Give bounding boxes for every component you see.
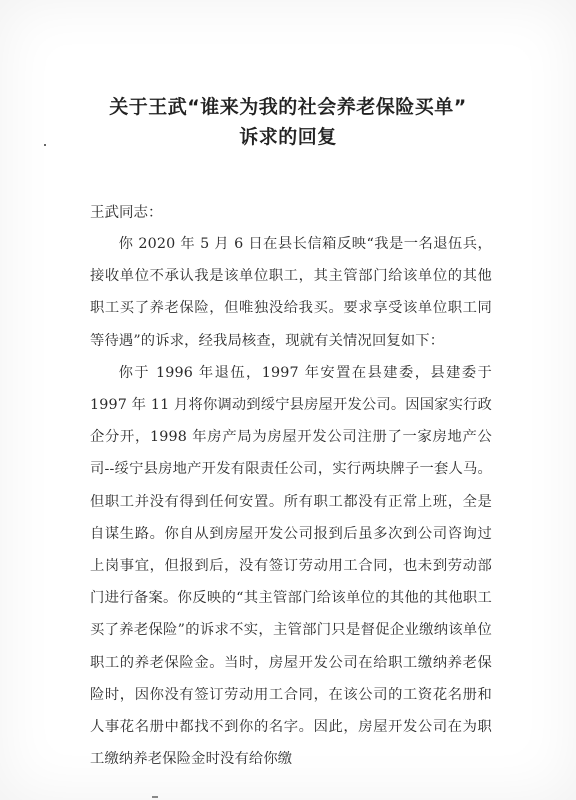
paragraph-1: 你 2020 年 5 月 6 日在县长信箱反映“我是一名退伍兵，接收单位不承认我是该单位职工，其主管部门给该单位的其他职工买了养老保险，但唯独没给我买。要求享受该单位职工同等待遇”的诉求，经我局核查，现就有关情况回复如下： bbox=[90, 236, 492, 349]
scan-speck bbox=[152, 796, 158, 798]
salutation: 王武同志： bbox=[90, 205, 163, 221]
title-line-1: 关于王武“谁来为我的社会养老保险买单” bbox=[109, 96, 467, 118]
paragraph-2: 你于 1996 年退伍，1997 年安置在县建委，县建委于 1997 年 11 月将你调动到绥宁县房屋开发公司。因国家实行政企分开，1998 年房产局为房屋开发公司注册了一家房地产公司--绥宁县房地产开发有限责任公司，实行两块牌子一套人马。但职工并没有得到任何安置。所有职工都没有正常上班，全是自谋生路。你自从到房屋开发公司报到后虽多次到公司咨询过上岗事宜，但报到后，没有签订劳动用工合同，也未到劳动部门进行备案。你反映的“其主管部门给该单位的其他的其他职工买了养老保险”的诉求不实，主管部门只是督促企业缴纳该单位职工的养老保险金。当时，房屋开发公司在给职工缴纳养老保险时，因你没有签订劳动用工合同，在该公司的工资花名册和人事花名册中都找不到你的名字。因此，房屋开发公司在为职工缴纳养老保险金时没有给你缴 bbox=[90, 364, 492, 768]
body-text bbox=[90, 228, 492, 775]
title-line-2: 诉求的回复 bbox=[239, 126, 337, 148]
document-title bbox=[0, 92, 576, 152]
